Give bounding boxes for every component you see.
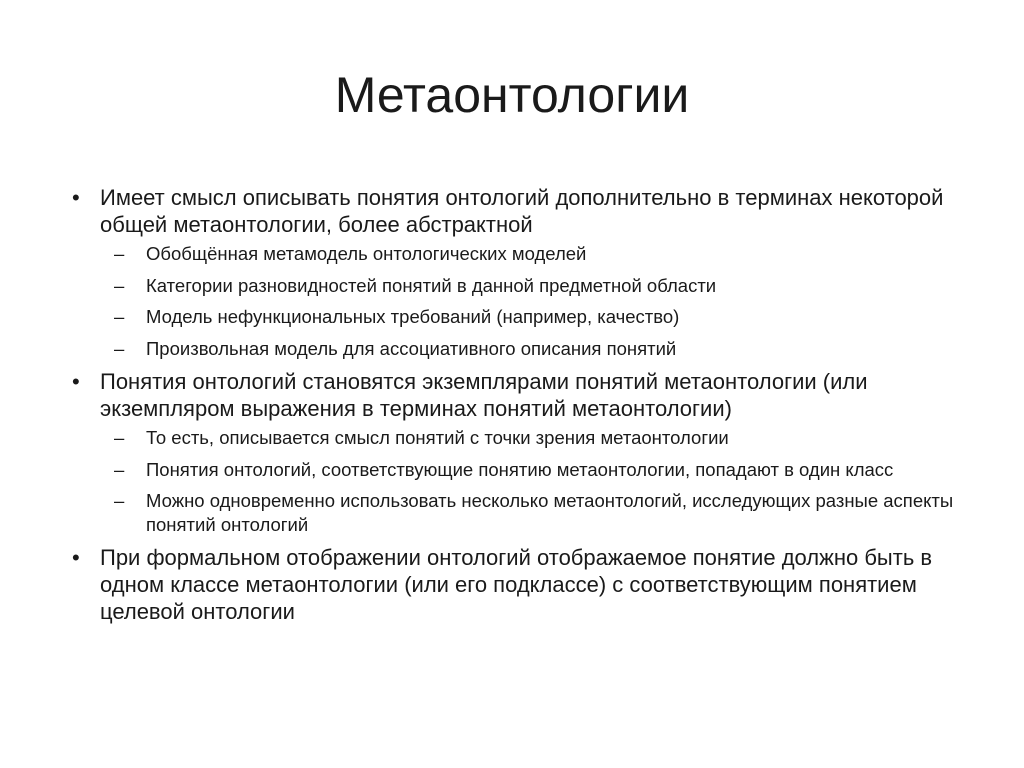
sub-item-text: Категории разновидностей понятий в данной предметной области [146, 274, 717, 296]
sub-item-text: Модель нефункциональных требований (например, качество) [146, 306, 680, 327]
dash-icon: – [114, 337, 125, 359]
bullet-text: Понятия онтологий становятся экземплярами понятий метаонтологии (или экземпляром выражения в терминах понятий метаонтологии) [100, 369, 868, 421]
sub-list [114, 426, 972, 536]
sub-item [114, 458, 972, 482]
sub-item-text: То есть, описывается смысл понятий с точки зрения метаонтологии [146, 427, 729, 448]
dash-icon: – [114, 458, 125, 480]
bullet-dot-icon: • [72, 185, 80, 210]
slide-title: Метаонтологии [334, 67, 690, 123]
sub-item-text: Обобщённая метамодель онтологических моделей [146, 243, 587, 264]
bullet-dot-icon: • [72, 369, 80, 394]
sub-item [114, 489, 972, 536]
slide-body [72, 184, 972, 629]
sub-item-text: Можно одновременно использовать несколько метаонтологий, исследующих разные аспекты понятий онтологий [146, 490, 954, 535]
dash-icon: – [114, 306, 125, 327]
bullet-dot-icon: • [72, 545, 80, 570]
dash-icon: – [114, 427, 125, 448]
sub-item [114, 242, 972, 266]
sub-item-text: Понятия онтологий, соответствующие понятию метаонтологии, попадают в один класс [146, 458, 894, 480]
bullet-item [72, 184, 972, 238]
sub-item [114, 305, 972, 329]
bullet-text: Имеет смысл описывать понятия онтологий дополнительно в терминах некоторой общей метаонтологии, более абстрактной [100, 185, 944, 237]
sub-item-text: Произвольная модель для ассоциативного описания понятий [146, 337, 677, 359]
bullet-item [72, 368, 972, 422]
dash-icon: – [114, 490, 125, 511]
dash-icon: – [114, 274, 125, 296]
dash-icon: – [114, 243, 125, 264]
bullet-text: При формальном отображении онтологий отображаемое понятие должно быть в одном классе метаонтологии (или его подклассе) с соответствующим понятием целевой онтологии [100, 545, 933, 624]
bullet-item [72, 544, 972, 625]
sub-item [114, 274, 972, 298]
sub-item [114, 337, 972, 361]
sub-item [114, 426, 972, 450]
sub-list [114, 242, 972, 360]
